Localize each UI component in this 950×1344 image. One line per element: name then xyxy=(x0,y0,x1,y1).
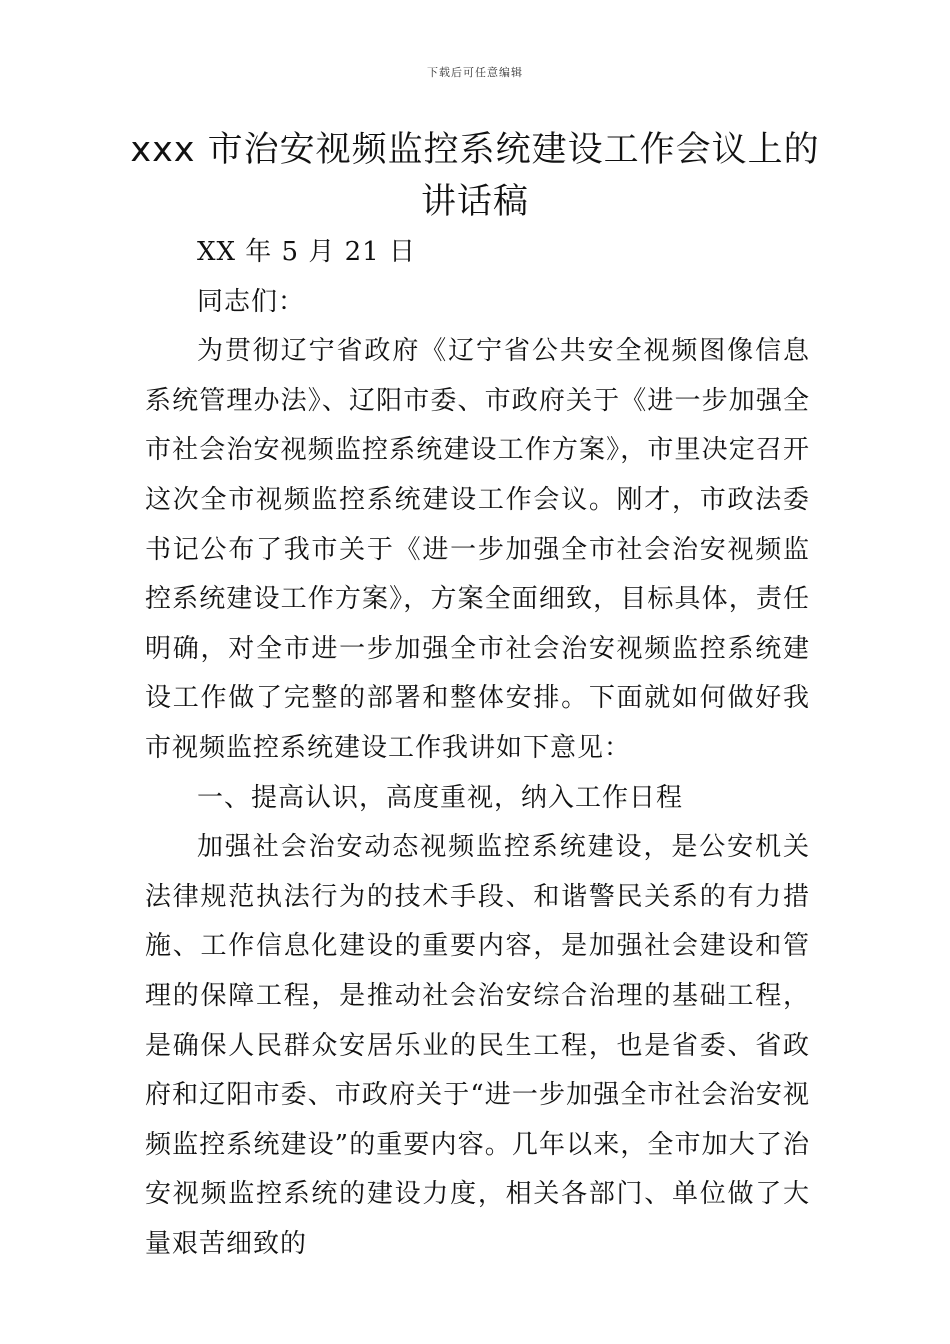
date-line: XX 年 5 月 21 日 xyxy=(197,237,416,267)
salutation: 同志们： xyxy=(197,286,306,317)
document-title xyxy=(120,124,830,228)
title-line-2: 讲话稿 xyxy=(420,182,529,222)
paragraph-intro: 为贯彻辽宁省政府《辽宁省公共安全视频图像信息系统管理办法》、辽阳市委、市政府关于《进一步加强全市社会治安视频监控系统建设工作方案》，市里决定召开这次全市视频监控系统建设工作会议。刚才，市政法委书记公布了我市关于《进一步加强全市社会治安视频监控系统建设工作方案》，方案全面细致，目标具体，责任明确，对全市进一步加强全市社会治安视频监控系统建设工作做了完整的部署和整体安排。下面就如何做好我市视频监控系统建设工作我讲如下意见： xyxy=(145,336,810,763)
document-body xyxy=(145,228,810,1269)
header-note: 下载后可任意编辑 xyxy=(427,66,523,79)
title-line-1: xxx 市治安视频监控系统建设工作会议上的 xyxy=(130,130,820,170)
section-heading-1: 一、提高认识，高度重视，纳入工作日程 xyxy=(197,782,684,813)
paragraph-section-1: 加强社会治安动态视频监控系统建设，是公安机关法律规范执法行为的技术手段、和谐警民关系的有力措施、工作信息化建设的重要内容，是加强社会建设和管理的保障工程，是推动社会治安综合治理的基础工程，是确保人民群众安居乐业的民生工程，也是省委、省政府和辽阳市委、市政府关于“进一步加强全市社会治安视频监控系统建设”的重要内容。几年以来，全市加大了治安视频监控系统的建设力度，相关各部门、单位做了大量艰苦细致的 xyxy=(145,832,810,1259)
